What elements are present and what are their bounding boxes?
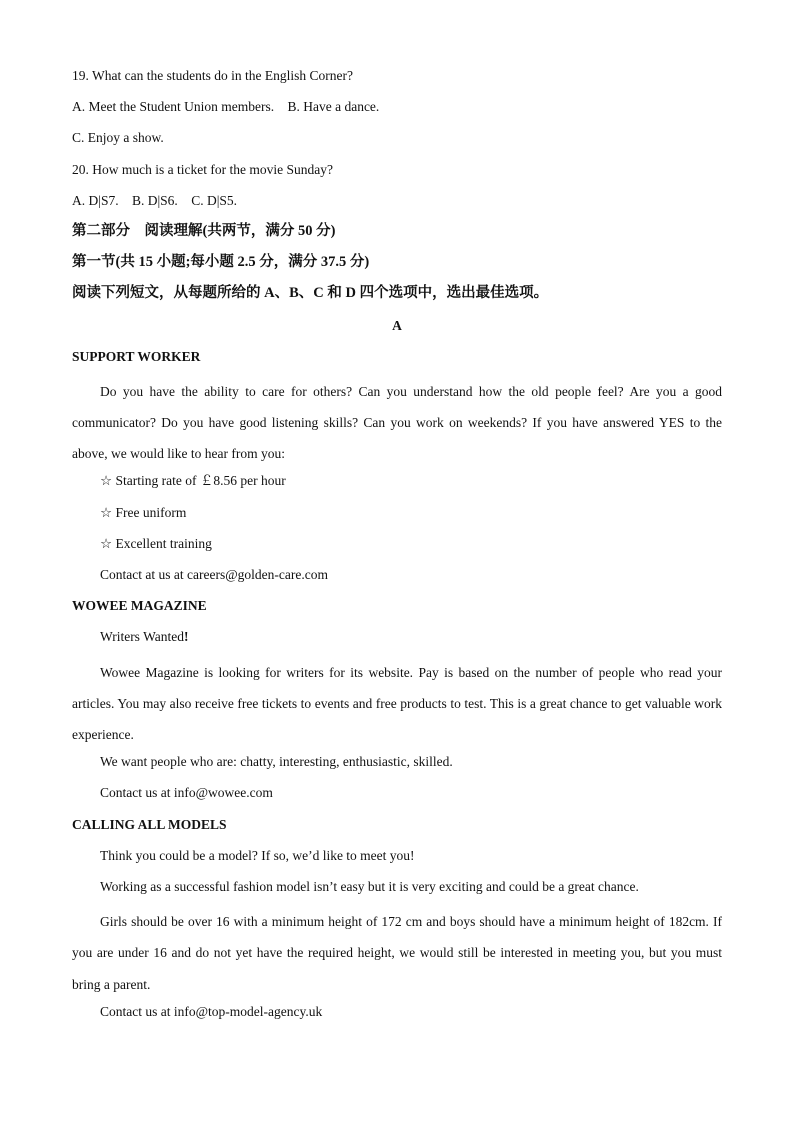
question-20-option-c: C. D|S5.: [191, 192, 238, 208]
wowee-wanted: [72, 625, 722, 656]
wowee-heading: WOWEE MAGAZINE: [72, 598, 207, 614]
support-worker-contact: Contact at us at careers@golden-care.com: [100, 567, 328, 583]
question-20-stem: 20. How much is a ticket for the movie Sunday?: [72, 161, 333, 177]
question-19-stem: 19. What can the students do in the English Corner?: [72, 68, 353, 83]
models-heading: CALLING ALL MODELS: [72, 816, 227, 832]
question-20-option-a: A. D|S7.: [72, 192, 119, 208]
support-worker-bullet-rate: ☆ Starting rate of ￡8.56 per hour: [100, 473, 286, 489]
models-contact: Contact us at info@top-model-agency.uk: [100, 1003, 323, 1019]
wowee-body: Wowee Magazine is looking for writers for its website. Pay is based on the number of people who read your articles. You may also receive free tickets to events and free products to test. This is a great chance to get valuable work experience.: [72, 664, 722, 743]
models-line-2: Working as a successful fashion model isn’t easy but it is very exciting and could be a great chance.: [100, 878, 639, 894]
question-19-option-a: A. Meet the Student Union members.: [72, 99, 275, 115]
wowee-want: We want people who are: chatty, interesting, enthusiastic, skilled.: [100, 754, 453, 770]
part-title: 第二部分 阅读理解(共两节，满分 50 分): [72, 222, 336, 239]
support-worker-bullet-uniform: ☆ Free uniform: [100, 504, 187, 520]
models-line-1: Think you could be a model? If so, we’d like to meet you!: [100, 847, 415, 863]
question-20-options-row: [72, 189, 722, 220]
question-19-options-row: [72, 95, 722, 126]
subsection-title: 第一节(共 15 小题;每小题 2.5 分，满分 37.5 分): [72, 254, 370, 271]
wowee-wanted-text: Writers Wanted: [100, 629, 184, 645]
support-worker-heading: SUPPORT WORKER: [72, 348, 201, 364]
question-20-option-b: B. D|S6.: [131, 192, 178, 208]
wowee-contact: Contact us at info@wowee.com: [100, 785, 273, 801]
question-19-option-c: C. Enjoy a show.: [72, 130, 164, 146]
passage-label: A: [392, 317, 402, 333]
reading-instruction: 阅读下列短文，从每题所给的 A、B、C 和 D 四个选项中，选出最佳选项。: [72, 285, 549, 302]
document-page: [72, 64, 722, 1031]
support-worker-body: Do you have the ability to care for others? Can you understand how the old people feel? Are you a good communicator? Do you have good listening skills? Can you work on weekends? If you have answered YES to the above, we would like to hear from you:: [72, 383, 722, 462]
models-body: Girls should be over 16 with a minimum height of 172 cm and boys should have a minimum height of 182cm. If you are under 16 and do not yet have the required height, we would still be interested in meeting you, but you must bring a parent.: [72, 914, 722, 992]
wowee-wanted-mark: !: [183, 629, 189, 645]
support-worker-bullet-training: ☆ Excellent training: [100, 535, 212, 551]
question-19-option-b: B. Have a dance.: [287, 99, 380, 115]
